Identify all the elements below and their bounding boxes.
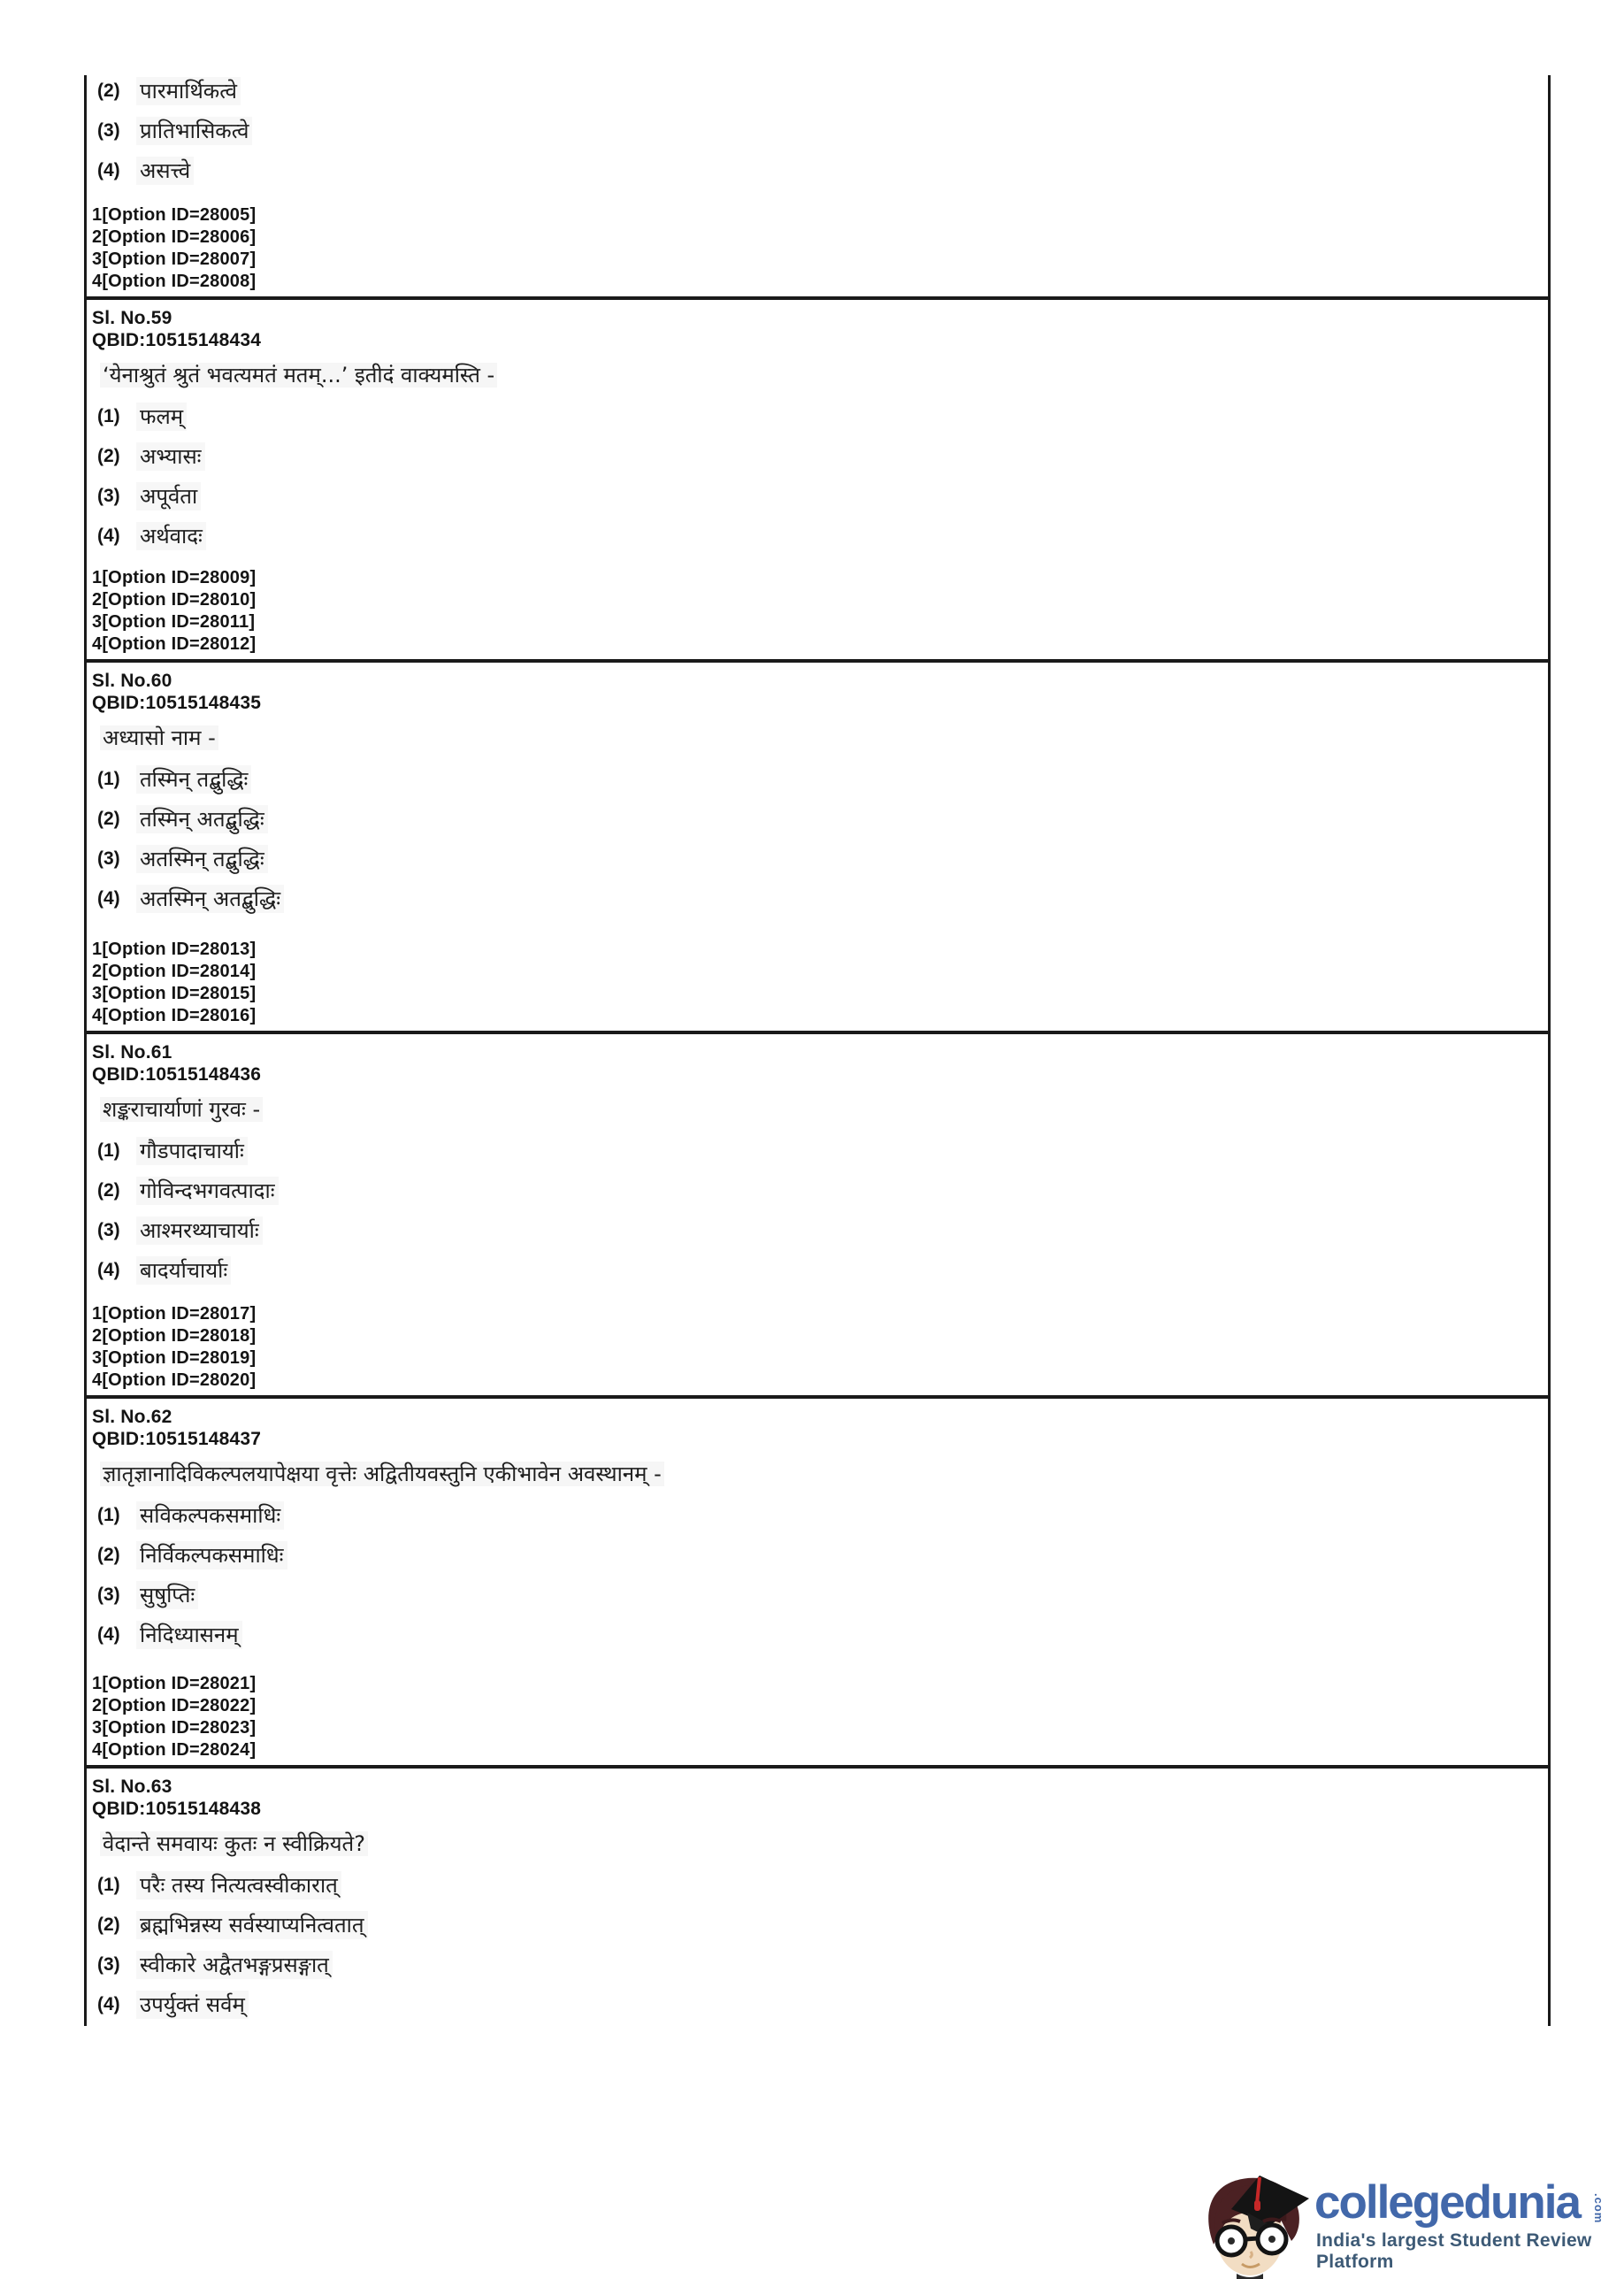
serial-number: Sl. No.60 [92, 671, 172, 691]
option-row [92, 1951, 1530, 1991]
option-row [92, 1911, 1530, 1951]
option-id: 3[Option ID=28023] [92, 1718, 257, 1738]
question-text: ‘येनाश्रुतं श्रुतं भवत्यमतं मतम्...’ इतीदं वाक्यमस्ति - [100, 360, 1530, 390]
option-id: 4[Option ID=28024] [92, 1740, 257, 1760]
collegedunia-tagline: India's largest Student Review Platform [1316, 2230, 1592, 2272]
option-number: (3) [97, 1220, 120, 1240]
option-id: 2[Option ID=28022] [92, 1696, 257, 1715]
option-number: (4) [97, 888, 120, 909]
collegedunia-logo [1201, 2170, 1624, 2279]
option-number: (2) [97, 1180, 120, 1201]
question-block-63 [87, 1765, 1548, 2026]
options-list [92, 1137, 1530, 1296]
option-text: फलम् [136, 403, 187, 431]
question-block-partial [87, 75, 1548, 296]
option-row [92, 482, 1530, 522]
option-number: (1) [97, 1875, 120, 1895]
option-text: सविकल्पकसमाधिः [136, 1501, 284, 1530]
option-id: 4[Option ID=28012] [92, 634, 257, 654]
option-id-list [92, 204, 256, 293]
option-row [92, 522, 1530, 562]
option-text: परैः तस्य नित्यत्वस्वीकारात् [136, 1871, 341, 1899]
option-text: गोविन्दभगवत्पादाः [136, 1177, 279, 1205]
option-number: (1) [97, 406, 120, 426]
option-id: 1[Option ID=28009] [92, 568, 257, 587]
option-id: 2[Option ID=28018] [92, 1326, 257, 1346]
option-id-list [92, 567, 256, 656]
option-text: सुषुप्तिः [136, 1581, 198, 1609]
option-id: 1[Option ID=28005] [92, 205, 257, 225]
qbid: QBID:10515148434 [92, 330, 262, 350]
option-id: 4[Option ID=28008] [92, 272, 257, 291]
option-row [92, 403, 1530, 442]
option-text: आश्मरथ्याचार्याः [136, 1216, 263, 1245]
option-id: 2[Option ID=28006] [92, 227, 257, 247]
option-id: 3[Option ID=28015] [92, 984, 257, 1003]
option-row [92, 77, 1530, 117]
option-number: (2) [97, 81, 120, 101]
option-text: उपर्युक्तं सर्वम् [136, 1991, 249, 2019]
collegedunia-mascot-icon [1201, 2170, 1314, 2279]
option-text: अतस्मिन् अतद्बुद्धिः [136, 885, 284, 913]
option-text: अभ्यासः [136, 442, 205, 471]
option-number: (2) [97, 809, 120, 829]
serial-number: Sl. No.62 [92, 1407, 172, 1427]
option-id-list [92, 939, 256, 1027]
question-text: ज्ञातृज्ञानादिविकल्पलयापेक्षया वृत्तेः अद्वितीयवस्तुनि एकीभावेन अवस्थानम् - [100, 1459, 1530, 1489]
option-number: (2) [97, 446, 120, 466]
option-text: पारमार्थिकत्वे [136, 77, 241, 105]
option-row [92, 1991, 1530, 2030]
option-text: अर्थवादः [136, 522, 206, 550]
options-list [92, 77, 1530, 196]
question-block-59 [87, 296, 1548, 659]
option-text: गौडपादाचार्याः [136, 1137, 248, 1165]
option-id: 4[Option ID=28020] [92, 1370, 257, 1390]
option-text: निर्विकल्पकसमाधिः [136, 1541, 287, 1569]
option-row [92, 845, 1530, 885]
option-text: तस्मिन् अतद्बुद्धिः [136, 805, 268, 833]
question-paper-table [84, 75, 1551, 2026]
question-text: अध्यासो नाम - [100, 723, 1530, 753]
option-row [92, 805, 1530, 845]
option-number: (1) [97, 769, 120, 789]
serial-number: Sl. No.61 [92, 1042, 172, 1063]
option-number: (3) [97, 848, 120, 869]
option-text: अतस्मिन् तद्बुद्धिः [136, 845, 268, 873]
qbid: QBID:10515148435 [92, 693, 262, 713]
collegedunia-dotcom: .com [1592, 2193, 1605, 2224]
option-id: 4[Option ID=28016] [92, 1006, 257, 1025]
option-text: स्वीकारे अद्वैतभङ्गप्रसङ्गात् [136, 1951, 333, 1979]
option-number: (3) [97, 1954, 120, 1975]
option-text: तस्मिन् तद्बुद्धिः [136, 765, 251, 794]
option-row [92, 885, 1530, 925]
option-number: (2) [97, 1915, 120, 1935]
option-id: 1[Option ID=28013] [92, 940, 257, 959]
option-id: 2[Option ID=28010] [92, 590, 257, 610]
question-block-62 [87, 1395, 1548, 1765]
question-text: शङ्कराचार्याणां गुरवः - [100, 1094, 1530, 1124]
option-row [92, 157, 1530, 196]
question-text: वेदान्ते समवायः कुतः न स्वीक्रियते? [100, 1829, 1530, 1859]
option-id: 3[Option ID=28011] [92, 612, 256, 632]
serial-number: Sl. No.59 [92, 308, 172, 328]
option-number: (2) [97, 1545, 120, 1565]
option-number: (3) [97, 486, 120, 506]
option-id-list [92, 1303, 256, 1392]
option-number: (4) [97, 526, 120, 546]
option-row [92, 1541, 1530, 1581]
option-id-list [92, 1673, 256, 1761]
options-list [92, 403, 1530, 562]
option-text: प्रातिभासिकत्वे [136, 117, 252, 145]
options-list [92, 1501, 1530, 1661]
question-block-60 [87, 659, 1548, 1031]
option-row [92, 1581, 1530, 1621]
option-id: 3[Option ID=28007] [92, 249, 257, 269]
options-list [92, 765, 1530, 925]
option-row [92, 1137, 1530, 1177]
option-number: (1) [97, 1140, 120, 1161]
serial-number: Sl. No.63 [92, 1776, 172, 1797]
collegedunia-wordmark: collegedunia [1314, 2176, 1580, 2229]
question-block-61 [87, 1031, 1548, 1395]
qbid: QBID:10515148437 [92, 1429, 262, 1449]
option-id: 2[Option ID=28014] [92, 962, 257, 981]
option-text: असत्त्वे [136, 157, 194, 185]
options-list [92, 1871, 1530, 2030]
option-number: (1) [97, 1505, 120, 1525]
option-row [92, 1256, 1530, 1296]
option-number: (4) [97, 1994, 120, 2014]
option-text: बादर्याचार्याः [136, 1256, 231, 1285]
option-text: निदिध्यासनम् [136, 1621, 242, 1649]
option-number: (4) [97, 1624, 120, 1645]
option-id: 3[Option ID=28019] [92, 1348, 257, 1368]
option-id: 1[Option ID=28021] [92, 1674, 257, 1693]
option-row [92, 442, 1530, 482]
option-text: अपूर्वता [136, 482, 201, 510]
option-row [92, 1501, 1530, 1541]
option-number: (4) [97, 1260, 120, 1280]
option-text: ब्रह्मभिन्नस्य सर्वस्याप्यनित्वतात् [136, 1911, 368, 1939]
option-number: (3) [97, 1585, 120, 1605]
option-row [92, 1871, 1530, 1911]
option-row [92, 117, 1530, 157]
option-id: 1[Option ID=28017] [92, 1304, 257, 1324]
option-number: (4) [97, 160, 120, 180]
option-number: (3) [97, 120, 120, 141]
qbid: QBID:10515148436 [92, 1064, 262, 1085]
option-row [92, 1216, 1530, 1256]
option-row [92, 765, 1530, 805]
qbid: QBID:10515148438 [92, 1799, 262, 1819]
option-row [92, 1177, 1530, 1216]
option-row [92, 1621, 1530, 1661]
